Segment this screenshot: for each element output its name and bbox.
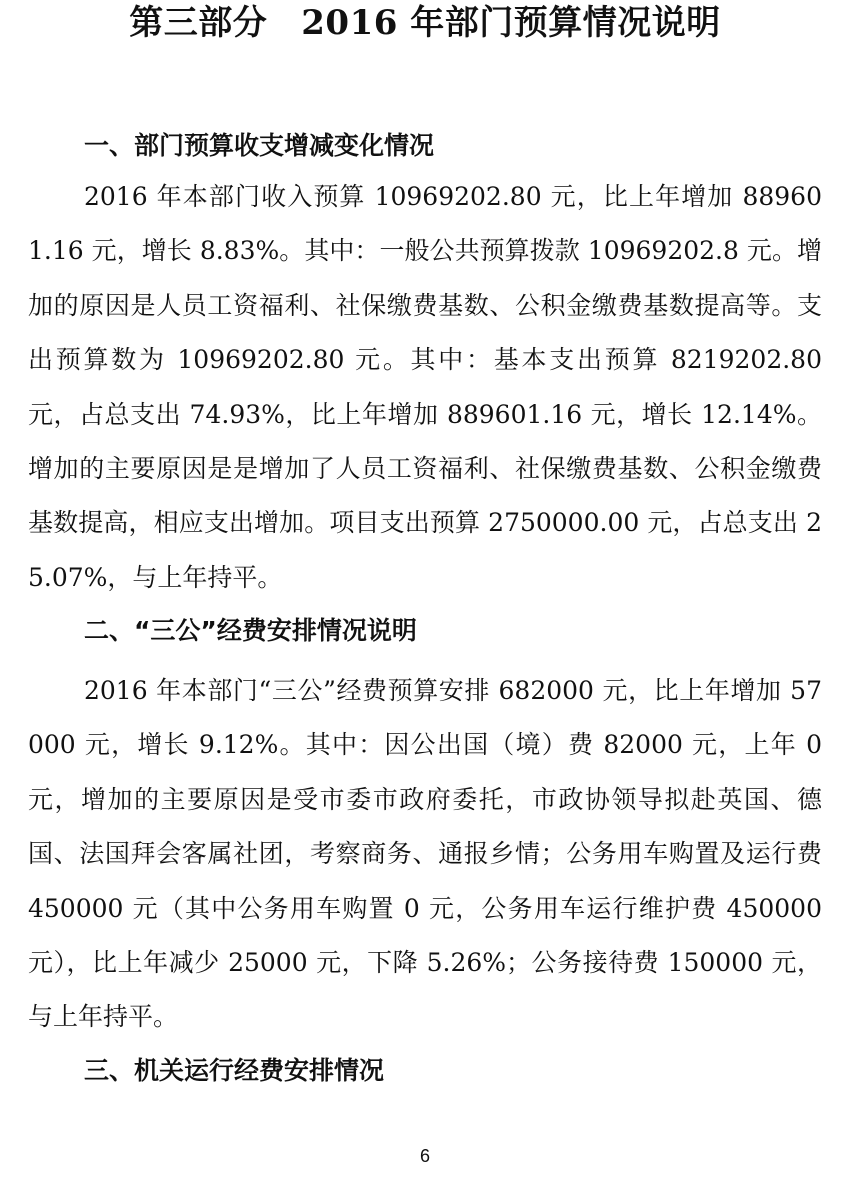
section-heading-budget-changes: 一、部门预算收支增减变化情况 — [84, 131, 435, 160]
section-paragraph-budget-changes: 2016 年本部门收入预算 10969202.80 元，比上年增加 889601.16 元，增长 8.83%。其中：一般公共预算拨款 10969202.8 元。增加的原因是人员工资福利、社保缴费基数、公积金缴费基数提高等。支出预算数为 10969202.80 元。其中：基本支出预算 8219202.80 元，占总支出 74.93%，比上年增加 889601.16 元，增长 12.14%。增加的主要原因是是增加了人员工资福利、社保缴费基数、公积金缴费基数提高，相应支出增加。项目支出预算 2750000.00 元，占总支出 25.07%，与上年持平。 — [28, 182, 822, 592]
title-part-label: 第三部分 — [129, 3, 268, 43]
page-title — [0, 0, 850, 46]
section-heading-operating-expenses: 三、机关运行经费安排情况 — [84, 1056, 385, 1085]
title-main-text: 2016 年部门预算情况说明 — [301, 3, 721, 43]
section-paragraph-three-public-expenses: 2016 年本部门“三公”经费预算安排 682000 元，比上年增加 57000 元，增长 9.12%。其中：因公出国（境）费 82000 元，上年 0 元，增加的主要原因是受市委市政府委托，市政协领导拟赴英国、德国、法国拜会客属社团，考察商务、通报乡情；公务用车购置及运行费 450000 元（其中公务用车购置 0 元，公务用车运行维护费 450000 元），比上年减少 25000 元，下降 5.26%；公务接待费 150000 元，与上年持平。 — [28, 676, 822, 1032]
page-number: 6 — [419, 1146, 430, 1166]
section-heading-three-public-expenses: 二、“三公”经费安排情况说明 — [84, 616, 417, 645]
